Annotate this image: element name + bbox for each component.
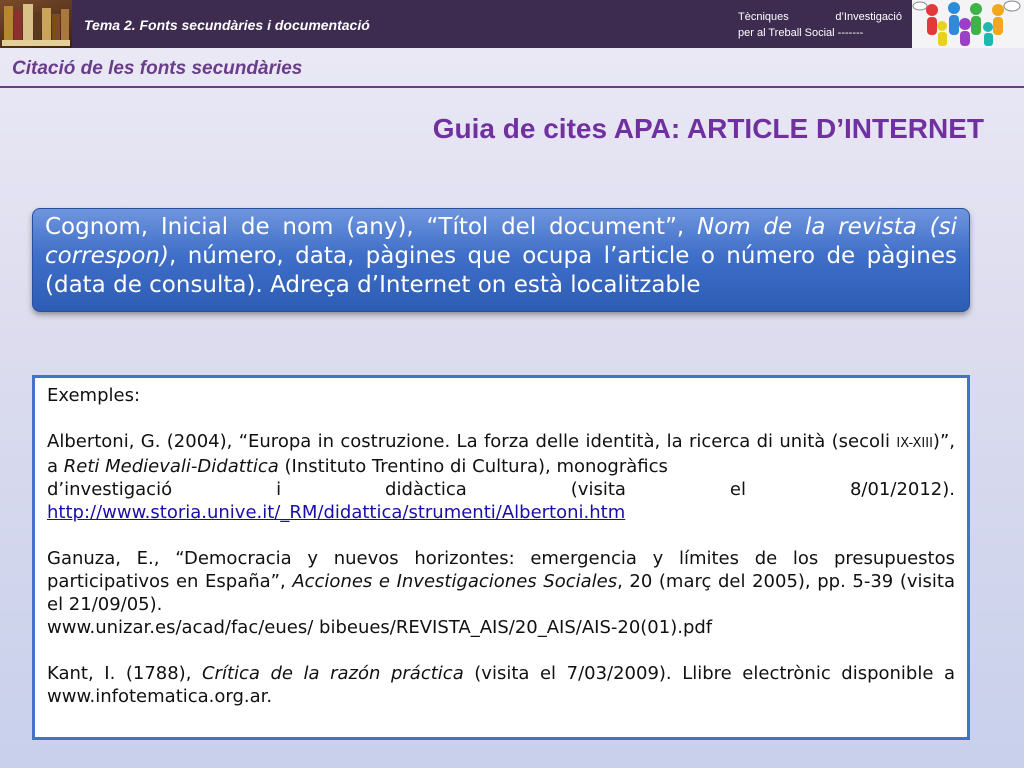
ex2-journal: Acciones e Investigaciones Sociales — [292, 571, 618, 592]
ex1-word: i — [276, 479, 282, 500]
course-line-2: per al Treball Social ------- — [738, 27, 864, 39]
ex1-word: el — [729, 479, 746, 500]
citation-format-text — [45, 213, 957, 300]
ex1-text-c: (Instituto Trentino di Cultura), monogràfics — [278, 456, 668, 477]
ganuza-url: www.unizar.es/acad/fac/eues/ bibeues/REVISTA_AIS/20_AIS/AIS-20(01).pdf — [47, 617, 713, 638]
header-bar — [0, 0, 1024, 48]
course-word-2: d’Investigació — [835, 11, 902, 23]
ex1-word: (visita — [570, 479, 626, 500]
section-title: Citació de les fonts secundàries — [12, 58, 303, 79]
example-kant — [47, 662, 955, 708]
ex1-line-3 — [47, 478, 955, 501]
citation-format-box — [32, 208, 970, 312]
format-text-2: , número, data, pàgines que ocupa l’article o número de pàgines (data de consulta). Adreça d’Internet on està localitzable — [45, 243, 957, 298]
books-image — [0, 0, 72, 48]
ex3-text-a: Kant, I. (1788), — [47, 663, 202, 684]
section-header — [0, 50, 1024, 88]
ex1-word: 8/01/2012). — [849, 479, 955, 500]
theme-title: Tema 2. Fonts secundàries i documentació — [84, 17, 370, 33]
examples-label: Exemples: — [47, 385, 141, 406]
ex1-word: d’investigació — [47, 479, 173, 500]
ex1-text-a: Albertoni, G. (2004), “Europa in costruzione. La forza delle identità, la ricerca di unità (secoli — [47, 431, 897, 452]
example-ganuza — [47, 547, 955, 616]
example-albertoni — [47, 430, 955, 478]
ex1-journal: Reti Medievali-Didattica — [63, 456, 279, 477]
ex3-text-b: (visita el 7/03/2009). Llibre electrònic disponible a www.infotematica.org.ar. — [47, 663, 956, 707]
ex1-word: didàctica — [385, 479, 467, 500]
people-network-image — [912, 0, 1024, 48]
ex1-centuries: IX-XIII — [896, 436, 933, 451]
ex1-text-b: )”, a — [47, 431, 955, 477]
course-name — [738, 9, 902, 41]
ex2-text-b: , 20 (març del 2005), pp. 5-39 (visita el 21/09/05). — [47, 571, 955, 615]
albertoni-link[interactable]: http://www.storia.unive.it/_RM/didattica/strumenti/Albertoni.htm — [47, 502, 626, 523]
format-text-1: Cognom, Inicial de nom (any), “Títol del document”, — [45, 214, 697, 240]
slide-title: Guia de cites APA: ARTICLE D’INTERNET — [432, 113, 984, 144]
course-word-1: Tècniques — [738, 11, 789, 23]
ex3-title: Crítica de la razón práctica — [201, 663, 464, 684]
ex2-text-a: Ganuza, E., “Democracia y nuevos horizontes: emergencia y límites de los presupuestos participativos en España”, — [47, 548, 955, 592]
examples-box — [32, 375, 970, 740]
format-text-italic: Nom de la revista (si correspon) — [45, 214, 957, 269]
